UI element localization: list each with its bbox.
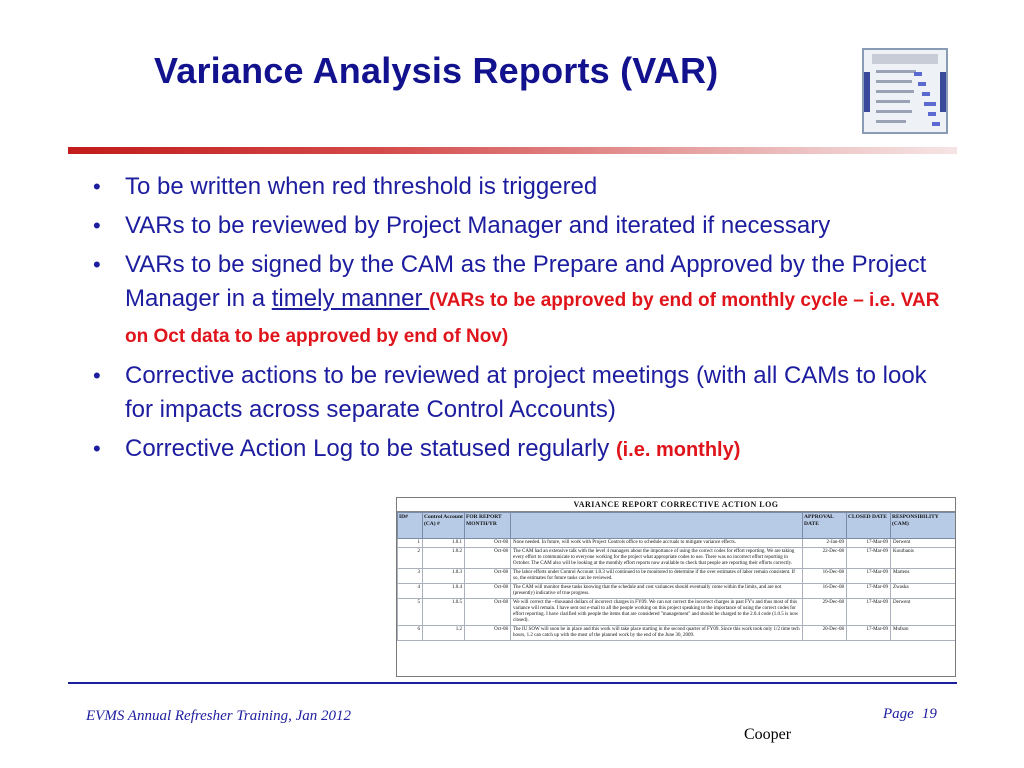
table-cell: 17-Mar-09 bbox=[847, 626, 891, 641]
log-header-cell: FOR REPORT MONTH/YR bbox=[465, 513, 511, 539]
footer-divider bbox=[68, 682, 957, 684]
page-number: 19 bbox=[921, 706, 937, 722]
bullet-icon: • bbox=[93, 363, 101, 388]
table-cell: 17-Mar-09 bbox=[847, 539, 891, 548]
red-note: (i.e. monthly) bbox=[615, 439, 741, 461]
table-cell: Oct-08 bbox=[465, 584, 511, 599]
table-cell: Martens bbox=[891, 569, 957, 584]
table-cell: 20-Dec-08 bbox=[803, 626, 847, 641]
table-cell: 1.0.4 bbox=[423, 584, 465, 599]
log-title: VARIANCE REPORT CORRECTIVE ACTION LOG bbox=[397, 498, 955, 512]
corrective-action-log-image bbox=[396, 497, 956, 677]
table-row bbox=[398, 569, 957, 584]
bullet-icon: • bbox=[93, 252, 101, 277]
table-cell: Oct-08 bbox=[465, 539, 511, 548]
log-table bbox=[397, 512, 956, 641]
table-cell: 16-Dec-08 bbox=[803, 584, 847, 599]
table-cell: 5 bbox=[398, 599, 423, 626]
bullet-text: Corrective actions to be reviewed at project meetings (with all CAMs to look for impacts across separate Control Accounts) bbox=[125, 362, 927, 423]
bullet-item bbox=[93, 432, 953, 467]
bullet-icon: • bbox=[93, 174, 101, 199]
red-note: (VARs to be approved by end of monthly cycle – i.e. VAR on Oct data to be approved by end of Nov) bbox=[125, 290, 940, 347]
bullet-item bbox=[93, 170, 953, 204]
table-cell: 17-Mar-09 bbox=[847, 548, 891, 569]
log-header-cell: ID# bbox=[398, 513, 423, 539]
table-cell: 17-Mar-09 bbox=[847, 599, 891, 626]
table-cell: 22-Dec-08 bbox=[803, 548, 847, 569]
table-cell: 1.0.1 bbox=[423, 539, 465, 548]
table-cell: Mufson bbox=[891, 626, 957, 641]
bullet-item bbox=[93, 209, 953, 243]
table-cell: We will correct the ~thousand dollars of incorrect charges in FY09. We can not correct the incorrect charges in past FY's and thus most of this variance will remain. I have sent out e-mail to all the people working on this project speaking to the importance of using the correct codes for effort reporting. I have clarified with people the items that are considered "management" and should be charged to the 2.0.4 code (1.0.5 is now closed). bbox=[511, 599, 803, 626]
log-header-cell: CLOSED DATE bbox=[847, 513, 891, 539]
table-row bbox=[398, 599, 957, 626]
table-cell: 1.0.5 bbox=[423, 599, 465, 626]
table-cell: 1 bbox=[398, 539, 423, 548]
table-cell: Oct-08 bbox=[465, 626, 511, 641]
table-cell: Derwent bbox=[891, 539, 957, 548]
table-cell: 16-Dec-08 bbox=[803, 569, 847, 584]
table-cell: None needed. In future, will work with Project Controls office to schedule accruals to mitigate variance effects. bbox=[511, 539, 803, 548]
table-cell: Oct-08 bbox=[465, 569, 511, 584]
table-cell: 1.2 bbox=[423, 626, 465, 641]
bullet-text: To be written when red threshold is triggered bbox=[125, 173, 598, 200]
bullet-text: VARs to be signed by the CAM as the Prepare and Approved by the Project Manager in a bbox=[125, 251, 927, 312]
bullet-item bbox=[93, 359, 953, 427]
table-row bbox=[398, 626, 957, 641]
underlined-phrase: timely manner bbox=[271, 285, 430, 312]
log-header-cell: Control Account (CA) # bbox=[423, 513, 465, 539]
table-cell: Kourbanis bbox=[891, 548, 957, 569]
table-cell: 1.0.2 bbox=[423, 548, 465, 569]
log-header-cell: APPROVAL DATE bbox=[803, 513, 847, 539]
table-cell: Oct-08 bbox=[465, 599, 511, 626]
table-cell: 29-Dec-08 bbox=[803, 599, 847, 626]
footer-caption: EVMS Annual Refresher Training, Jan 2012 bbox=[86, 708, 351, 724]
table-cell: The labor efforts under Control Account 1.0.3 will continued to be monitored to determine if the over estimates of labor remain consistent. If so, the estimates for future tasks can be reviewed. bbox=[511, 569, 803, 584]
bullet-text: VARs to be reviewed by Project Manager and iterated if necessary bbox=[125, 212, 831, 239]
slide-title: Variance Analysis Reports (VAR) bbox=[154, 50, 719, 91]
log-header-row bbox=[398, 513, 957, 539]
table-row bbox=[398, 584, 957, 599]
table-row bbox=[398, 539, 957, 548]
table-cell: 1.0.3 bbox=[423, 569, 465, 584]
table-cell: 2 bbox=[398, 548, 423, 569]
table-cell: 3 bbox=[398, 569, 423, 584]
table-cell: 4 bbox=[398, 584, 423, 599]
title-divider bbox=[68, 147, 957, 154]
table-cell: Zwaska bbox=[891, 584, 957, 599]
table-cell: 6 bbox=[398, 626, 423, 641]
bullet-item bbox=[93, 248, 953, 354]
page-indicator bbox=[883, 706, 937, 723]
log-header-cell: RESPONSIBILITY (CAM) bbox=[891, 513, 957, 539]
table-cell: Derwent bbox=[891, 599, 957, 626]
table-cell: Oct-08 bbox=[465, 548, 511, 569]
table-cell: The CAM will monitor these tasks knowing that the schedule and cost variances should eventually come within the limits, and are not (presently) indicative of true progress. bbox=[511, 584, 803, 599]
author-name: Cooper bbox=[744, 726, 792, 743]
table-cell: 2-Jan-09 bbox=[803, 539, 847, 548]
table-cell: 17-Mar-09 bbox=[847, 569, 891, 584]
bullet-text: Corrective Action Log to be statused regularly bbox=[125, 435, 616, 462]
bullet-icon: • bbox=[93, 436, 101, 461]
bullet-list bbox=[93, 170, 953, 472]
table-row bbox=[398, 548, 957, 569]
table-cell: The IU SOW will soon be in place and this work will take place starting in the second quarter of FY09. Since this work took only 1/2 time tech hours, 1.2 can catch up with the most of the planned work by the end of the June 30, 2009. bbox=[511, 626, 803, 641]
table-cell: The CAM had an extensive talk with the level 4 managers about the importance of using the correct codes for effort reporting. We are taking every effort to communicate to everyone working for the project what appropriate codes to use. There was no incorrect effort reporting in October. The CAM also will be looking at the monthly effort reports now available to check that people are reporting their efforts correctly. bbox=[511, 548, 803, 569]
bullet-icon: • bbox=[93, 213, 101, 238]
gantt-chart-thumbnail-icon bbox=[862, 48, 948, 134]
table-cell: 17-Mar-09 bbox=[847, 584, 891, 599]
page-label: Page bbox=[883, 706, 914, 722]
log-header-cell bbox=[511, 513, 803, 539]
